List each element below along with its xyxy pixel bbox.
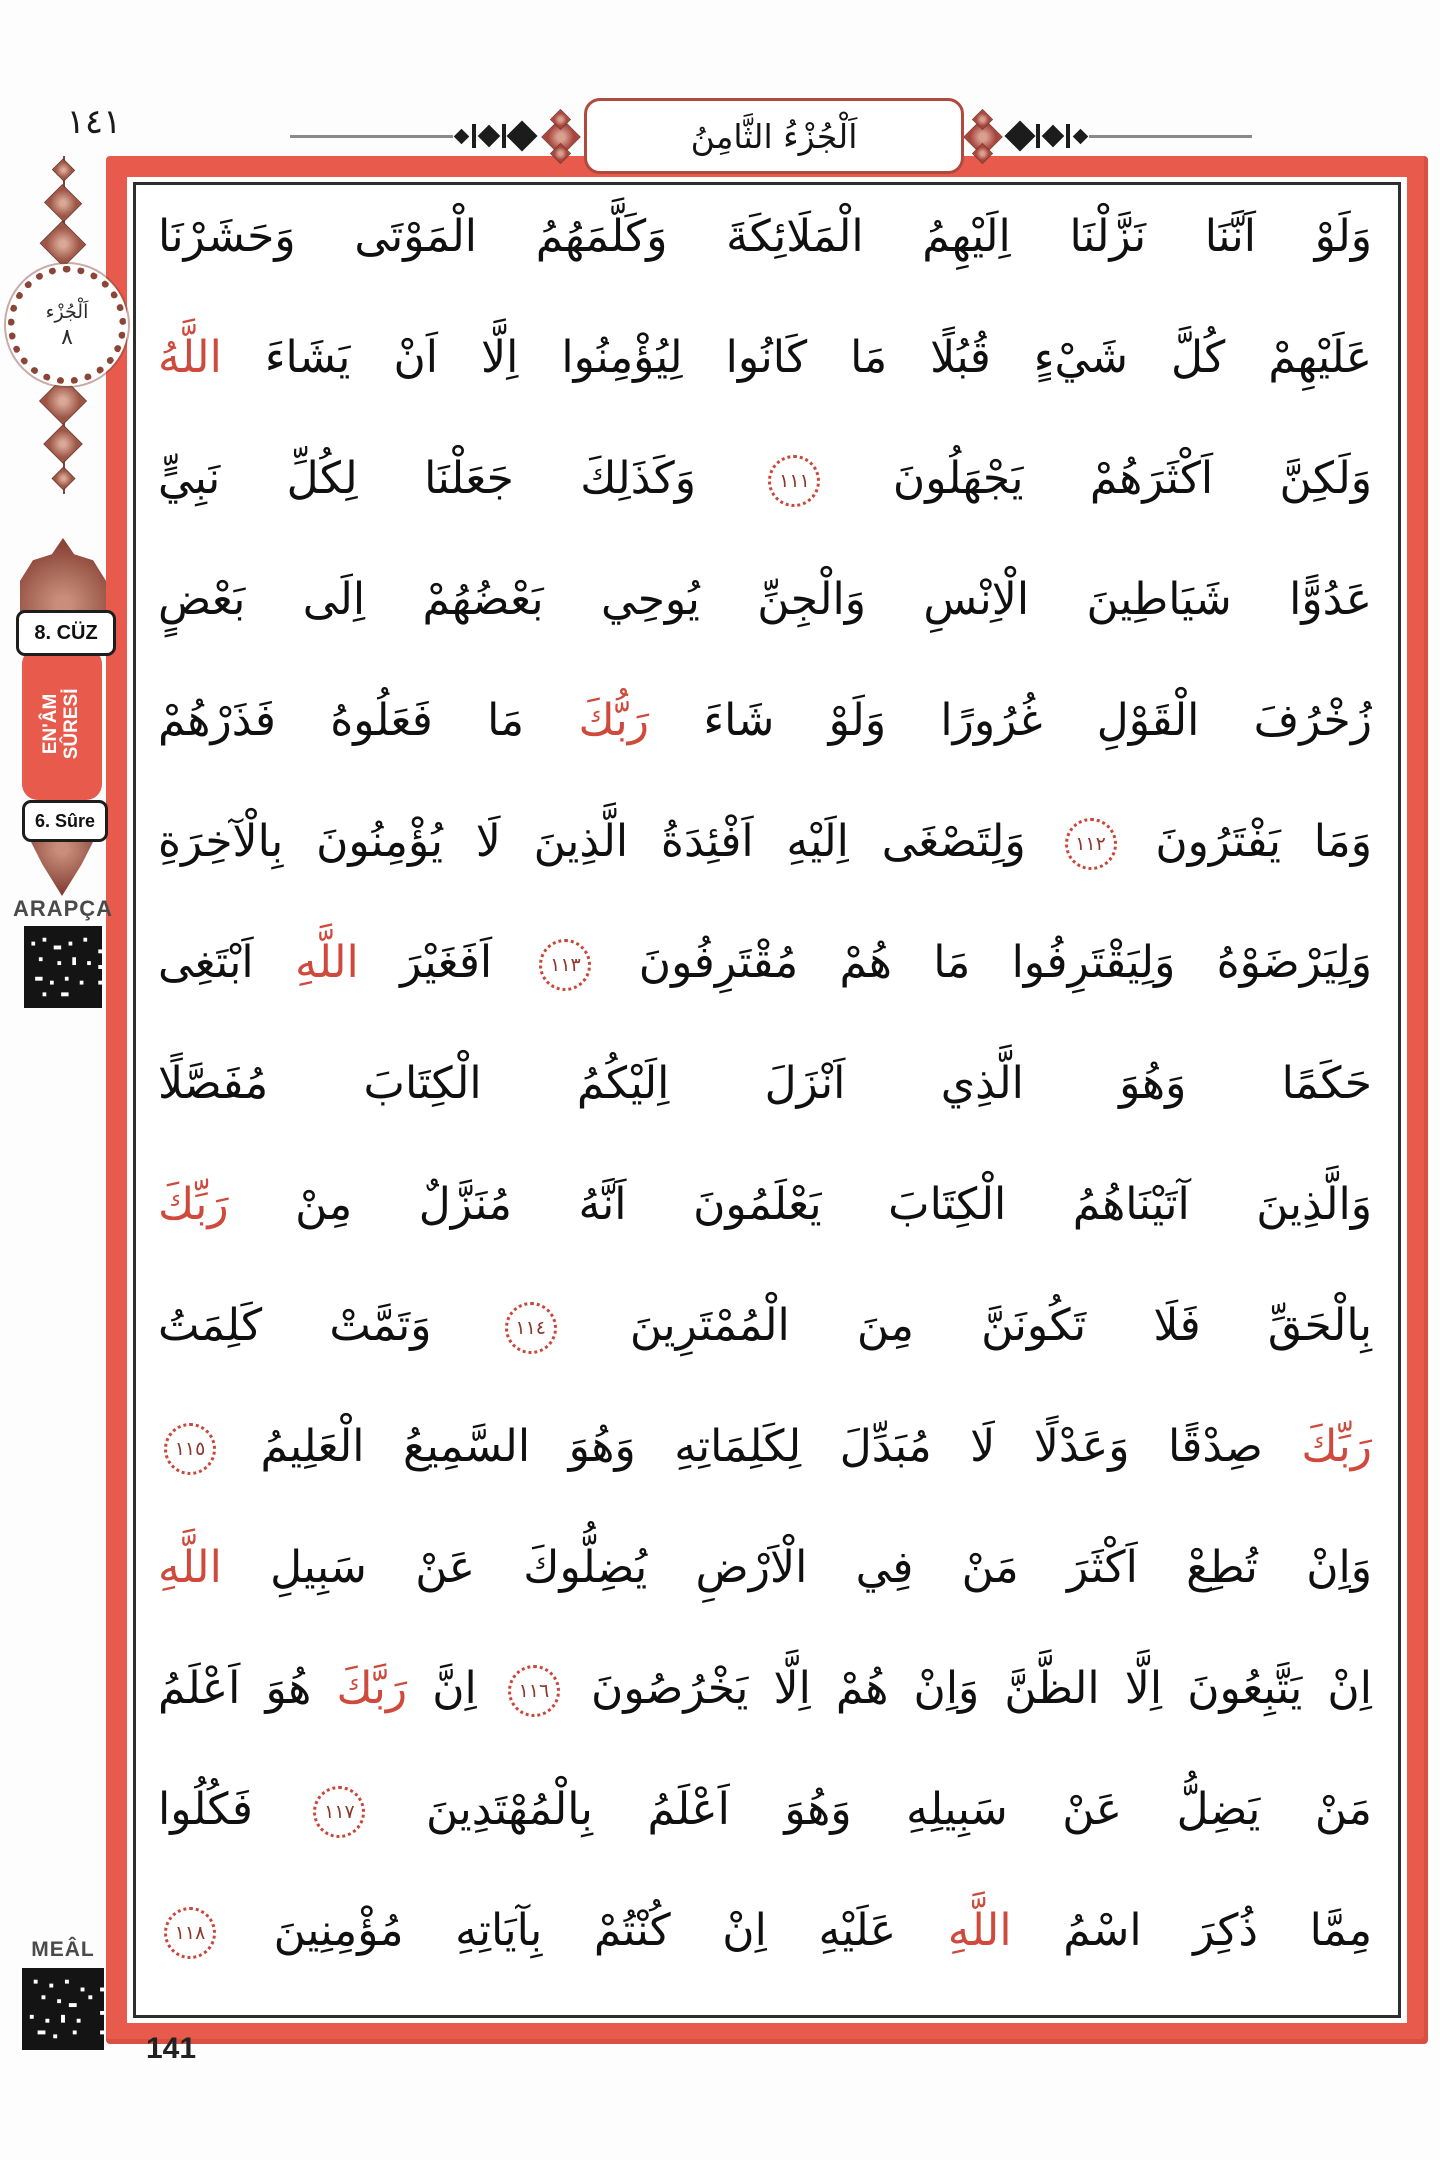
diamond-icon: [478, 125, 501, 148]
surah-name-line2: SÛRESİ: [61, 688, 82, 760]
red-highlight-word: اللَّهُ: [158, 332, 222, 383]
surah-name-band: [22, 648, 102, 800]
diamond-icon: [506, 120, 537, 151]
juz-medallion-text: اَلْجُزْء: [45, 300, 89, 323]
ornament-bar: [472, 124, 476, 148]
juz-medallion: [8, 266, 126, 384]
quran-segment: هُوَ اَعْلَمُ: [158, 1663, 312, 1714]
header-ornament-right: [958, 120, 1252, 152]
crown-ornament-icon: [20, 538, 106, 612]
quran-segment: وَكَذَلِكَ جَعَلْنَا لِكُلِّ نَبِيٍّ: [158, 453, 697, 504]
juz-label-badge: [16, 610, 116, 656]
quran-line: [158, 1507, 1372, 1628]
verse-number-marker: ١١٣: [539, 939, 591, 991]
page-number-latin: 141: [146, 2032, 197, 2065]
surah-number-text: 6. Sûre: [34, 810, 96, 831]
juz-header-title-text: اَلْجُزْءُ الثَّامِنُ: [690, 116, 858, 156]
header-ornament-left: [290, 120, 584, 152]
verse-number-marker: ١١٥: [164, 1423, 216, 1475]
quran-segment: وَالَّذِينَ آتَيْنَاهُمُ الْكِتَابَ يَعْلَمُونَ اَنَّهُ مُنَزَّلٌ مِنْ: [295, 1179, 1372, 1230]
diamond-icon: [39, 377, 87, 425]
quran-segment: مَا فَعَلُوهُ فَذَرْهُمْ: [158, 695, 525, 746]
quran-line: [158, 539, 1372, 660]
quran-segment: بِالْحَقِّ فَلَا تَكُونَنَّ مِنَ الْمُمْتَرِينَ: [629, 1300, 1372, 1351]
quran-line: [158, 1870, 1372, 1991]
red-highlight-word: اللَّهِ: [158, 1542, 222, 1593]
quran-line: [158, 902, 1372, 1023]
quran-line: [158, 1386, 1372, 1507]
surah-number-badge: [22, 800, 108, 842]
ornament-bar: [502, 124, 506, 148]
red-highlight-word: رَبُّكَ: [578, 695, 650, 746]
ornament-bar: [1066, 124, 1070, 148]
red-highlight-word: رَبِّكَ: [1301, 1421, 1372, 1472]
meal-translation-qr-code: [22, 1968, 104, 2050]
quran-segment: وَلَكِنَّ اَكْثَرَهُمْ يَجْهَلُونَ: [892, 453, 1373, 504]
quran-segment: وَاِنْ تُطِعْ اَكْثَرَ مَنْ فِي الْاَرْضِ يُضِلُّوكَ عَنْ سَبِيلِ: [270, 1542, 1372, 1593]
quran-segment: اَفَغَيْرَ: [400, 937, 493, 988]
quran-segment: مِمَّا ذُكِرَ اسْمُ: [1063, 1905, 1373, 1956]
quran-line: [158, 1628, 1372, 1749]
verse-number-marker: ١١٢: [1065, 818, 1117, 870]
quran-segment: صِدْقًا وَعَدْلًا لَا مُبَدِّلَ لِكَلِمَاتِهِ وَهُوَ السَّمِيعُ الْعَلِيمُ: [260, 1421, 1263, 1472]
quran-text: [158, 176, 1372, 1991]
quran-segment: زُخْرُفَ الْقَوْلِ غُرُورًا وَلَوْ شَاءَ: [703, 695, 1372, 746]
red-highlight-word: رَبِّكَ: [158, 1179, 229, 1230]
quran-segment: وَمَا يَفْتَرُونَ: [1155, 816, 1372, 867]
diamond-icon: [51, 466, 75, 490]
diamond-icon: [1042, 125, 1065, 148]
verse-number-marker: ١١٦: [508, 1665, 560, 1717]
juz-header-title: [584, 98, 964, 174]
ornament-line: [290, 135, 453, 138]
page-number-arabic: ١٤١: [66, 102, 122, 142]
pendant-ornament-icon: [29, 838, 95, 896]
quran-segment: وَلِيَرْضَوْهُ وَلِيَقْتَرِفُوا مَا هُمْ مُقْتَرِفُونَ: [638, 937, 1372, 988]
diamond-icon: [1004, 120, 1035, 151]
ornament-bar: [1036, 124, 1040, 148]
sidebar-ornament-chain-top: [30, 156, 96, 266]
sidebar-ornament-chain-bottom: [30, 378, 96, 494]
arabic-qr-label: ARAPÇA: [12, 896, 114, 921]
quran-line: [158, 781, 1372, 902]
diamond-icon: [454, 128, 470, 144]
floral-rosette-icon: [958, 114, 1006, 158]
verse-number-marker: ١١١: [768, 455, 820, 507]
ornament-line: [1089, 135, 1252, 138]
meal-qr-label: MEÂL: [31, 1938, 95, 1961]
arabic-audio-qr-code: [24, 926, 102, 1008]
quran-segment: وَلِتَصْغَى اِلَيْهِ اَفْئِدَةُ الَّذِينَ لَا يُؤْمِنُونَ بِالْآخِرَةِ: [158, 816, 1026, 867]
diamond-icon: [1073, 128, 1089, 144]
quran-segment: اَبْتَغِى: [158, 937, 254, 988]
quran-segment: عَدُوًّا شَيَاطِينَ الْاِنْسِ وَالْجِنِّ يُوحِي بَعْضُهُمْ اِلَى بَعْضٍ: [158, 574, 1372, 625]
quran-line: [158, 418, 1372, 539]
red-highlight-word: اللَّهِ: [294, 937, 359, 988]
surah-name-line1: EN'ÂM: [40, 693, 62, 755]
quran-line: [158, 660, 1372, 781]
quran-segment: وَتَمَّتْ كَلِمَتُ: [158, 1300, 432, 1351]
red-highlight-word: رَبَّكَ: [336, 1663, 408, 1714]
quran-line: [158, 1265, 1372, 1386]
quran-line: [158, 1144, 1372, 1265]
verse-number-marker: ١١٨: [164, 1907, 216, 1959]
verse-number-marker: ١١٤: [505, 1302, 557, 1354]
red-highlight-word: اللَّهِ: [947, 1905, 1012, 1956]
quran-segment: فَكُلُوا: [158, 1784, 253, 1835]
juz-medallion-number: ٨: [61, 324, 73, 350]
quran-segment: اِنْ يَتَّبِعُونَ اِلَّا الظَّنَّ وَاِنْ هُمْ اِلَّا يَخْرُصُونَ: [591, 1663, 1372, 1714]
quran-segment: وَلَوْ اَنَّنَا نَزَّلْنَا اِلَيْهِمُ الْمَلَائِكَةَ وَكَلَّمَهُمُ الْمَوْتَى وَحَشَرْنَا: [158, 211, 1372, 262]
quran-segment: عَلَيْهِمْ كُلَّ شَيْءٍ قُبُلًا مَا كَانُوا لِيُؤْمِنُوا اِلَّا اَنْ يَشَاءَ: [264, 332, 1372, 383]
diamond-icon: [51, 158, 74, 181]
quran-line: [158, 297, 1372, 418]
surah-name-vertical-text: [41, 684, 83, 764]
diamond-icon: [40, 221, 87, 268]
quran-segment: اِنَّ: [432, 1663, 477, 1714]
diamond-icon: [43, 424, 83, 464]
quran-segment: حَكَمًا وَهُوَ الَّذِي اَنْزَلَ اِلَيْكُمُ الْكِتَابَ مُفَصَّلًا: [158, 1058, 1372, 1109]
juz-label-text: 8. CÜZ: [34, 621, 98, 644]
quran-segment: عَلَيْهِ اِنْ كُنْتُمْ بِآيَاتِهِ مُؤْمِنِينَ: [273, 1905, 897, 1956]
diamond-icon: [44, 184, 82, 222]
verse-number-marker: ١١٧: [313, 1786, 365, 1838]
floral-rosette-icon: [536, 114, 584, 158]
quran-line: [158, 1749, 1372, 1870]
quran-line: [158, 176, 1372, 297]
quran-line: [158, 1023, 1372, 1144]
quran-segment: مَنْ يَضِلُّ عَنْ سَبِيلِهِ وَهُوَ اَعْلَمُ بِالْمُهْتَدِينَ: [426, 1784, 1372, 1835]
